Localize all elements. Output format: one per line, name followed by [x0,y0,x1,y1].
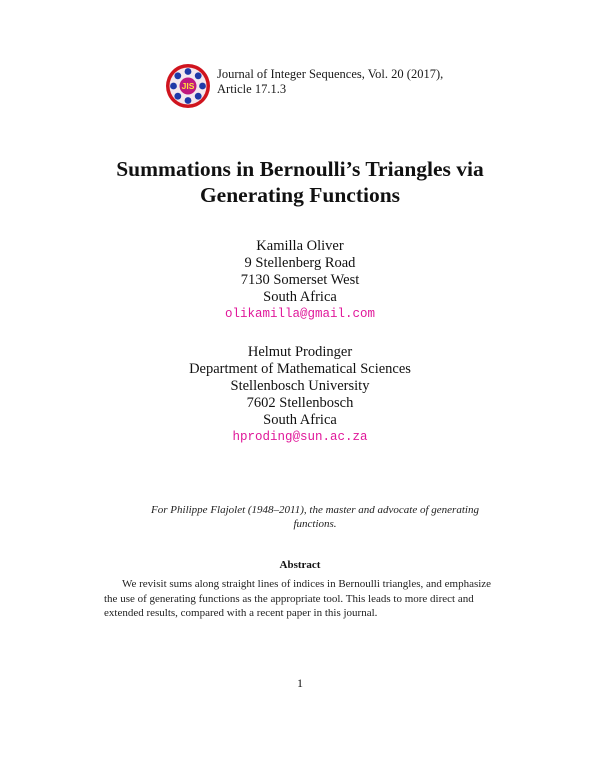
author-address-line: Stellenbosch University [230,378,370,394]
author-address-line: 7130 Somerset West [240,272,360,288]
author-email-link[interactable]: hproding@sun.ac.za [232,430,368,444]
abstract-line: the use of generating functions as the appropriate tool. This leads to more direct and [104,592,474,605]
author-name: Helmut Prodinger [247,344,353,360]
paper-title [0,156,600,208]
author-block-2 [0,344,600,446]
author-email-link[interactable]: olikamilla@gmail.com [224,307,376,321]
author-block-1 [0,238,600,323]
author-name: Kamilla Oliver [256,238,344,254]
abstract-line: extended results, compared with a recent paper in this journal. [104,607,378,619]
journal-info [217,67,477,97]
author-address-line: Department of Mathematical Sciences [189,361,411,377]
dedication-line-2: functions. [293,518,337,530]
author-address-line: South Africa [263,412,337,428]
abstract-line: We revisit sums along straight lines of indices in Bernoulli triangles, and emphasize [122,578,492,590]
logo-text: JIS [181,81,195,92]
journal-logo [165,63,211,109]
journal-article-number: Article 17.1.3 [217,82,287,96]
abstract-heading: Abstract [279,559,321,571]
author-address-line: 9 Stellenberg Road [244,255,356,271]
page-number: 1 [297,676,303,690]
abstract-body [104,577,518,621]
author-address-line: 7602 Stellenbosch [246,395,354,411]
dedication [120,503,510,531]
author-address-line: South Africa [263,289,337,305]
title-line-1: Summations in Bernoulli’s Triangles via [116,157,484,181]
dedication-line-1: For Philippe Flajolet (1948–2011), the master and advocate of generating [151,504,479,516]
title-line-2: Generating Functions [199,183,401,207]
journal-citation: Journal of Integer Sequences, Vol. 20 (2017), [217,67,444,81]
